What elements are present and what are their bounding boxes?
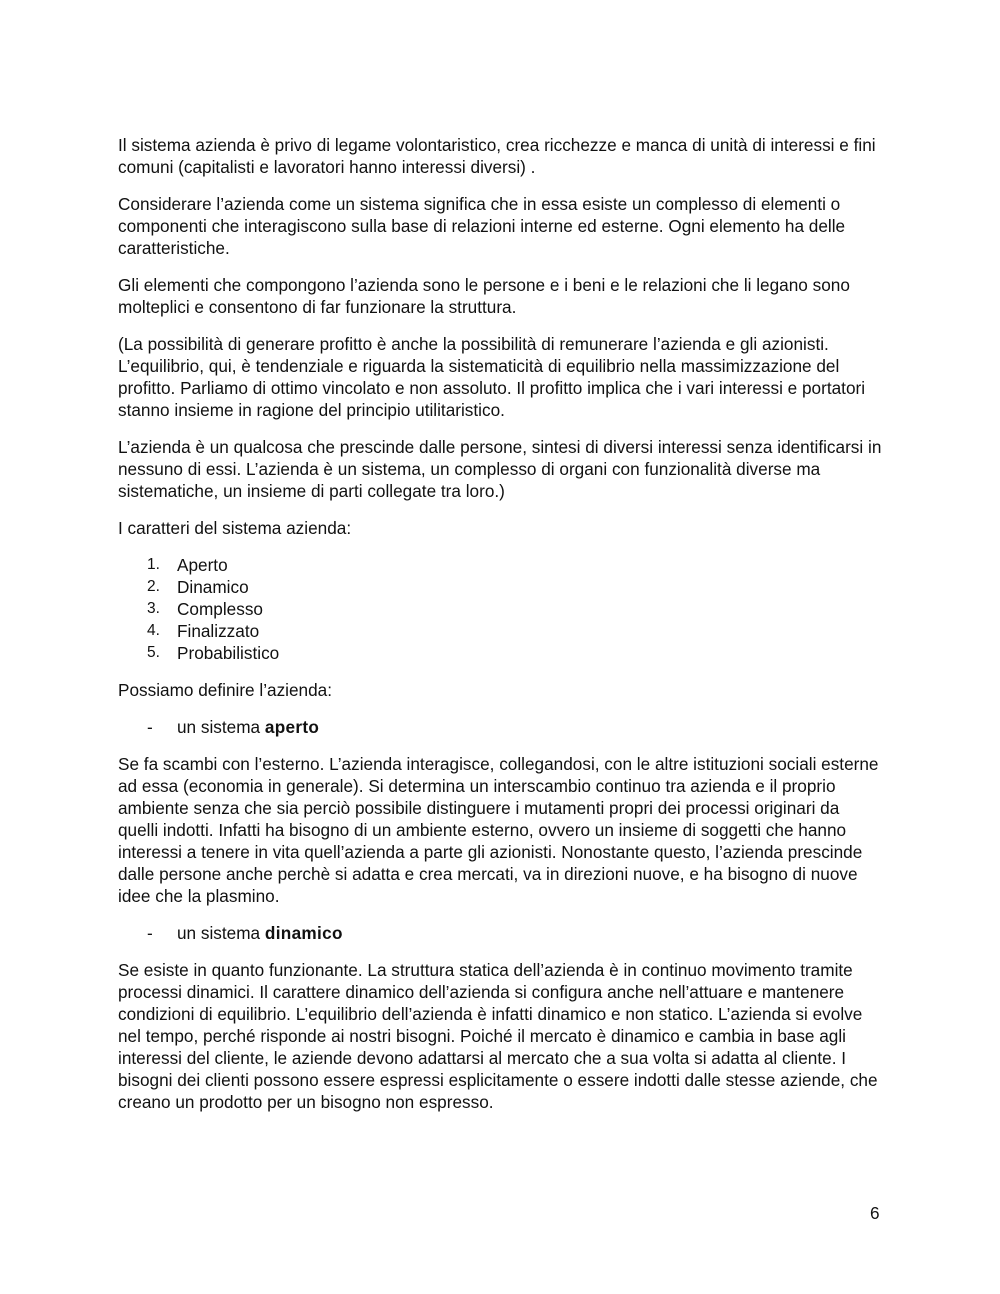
paragraph-sistema-dinamico: Se esiste in quanto funzionante. La struttura statica dell’azienda è in continuo movimento tramite processi dinamici. Il carattere dinamico dell’azienda si configura anche nell’attuare e mantenere condizioni di equilibrio. L’equilibrio dell’azienda è infatti dinamico e non statico. L’azienda si evolve nel tempo, perché risponde ai nostri bisogni. Poiché il mercato è dinamico e cambia in base agli interessi del cliente, le aziende devono adattarsi al mercato che a sua volta si adatta al cliente. I bisogni dei clienti possono essere espressi esplicitamente o essere indotti dalle stesse aziende, che creano un prodotto per un bisogno non espresso. xyxy=(118,960,878,1112)
paragraph-elementi: Gli elementi che compongono l’azienda sono le persone e i beni e le relazioni che li legano sono molteplici e consentono di far funzionare la struttura. xyxy=(118,275,850,317)
list-item xyxy=(118,554,883,576)
paragraph-sistema-aperto: Se fa scambi con l’esterno. L’azienda interagisce, collegandosi, con le altre istituzioni sociali esterne ad essa (economia in generale). Si determina un interscambio continuo tra azienda e il proprio ambiente senza che sia perciò possibile distinguere i mutamenti propri dei processi originari da quelli indotti. Infatti ha bisogno di un ambiente esterno, ovvero un insieme di soggetti che hanno interessi a tenere in vita quell’azienda a parte gli azionisti. Nonostante questo, l’azienda prescinde dalle persone anche perchè si adatta e crea mercati, va in direzioni nuove, e ha bisogno di nuove idee che la plasmino. xyxy=(118,754,879,906)
bullet-keyword: aperto xyxy=(264,717,320,737)
list-item-label: Dinamico xyxy=(177,577,249,597)
paragraph-define-intro: Possiamo definire l’azienda: xyxy=(118,680,333,700)
list-item xyxy=(118,620,883,642)
bullet-keyword: dinamico xyxy=(264,923,343,943)
list-number: 3. xyxy=(147,600,160,617)
list-item-label: Aperto xyxy=(177,555,228,575)
list-item-label: Probabilistico xyxy=(177,643,280,663)
document-body xyxy=(118,134,883,1128)
characters-list xyxy=(118,554,883,664)
list-item-label: Complesso xyxy=(177,599,263,619)
list-item xyxy=(118,598,883,620)
list-item xyxy=(118,576,883,598)
bullet-sistema-dinamico xyxy=(118,922,883,944)
paragraph-azienda-legame: Il sistema azienda è privo di legame volontaristico, crea ricchezze e manca di unità di interessi e fini comuni (capitalisti e lavoratori hanno interessi diversi) . xyxy=(118,135,876,177)
bullet-dash: - xyxy=(147,923,153,943)
bullet-prefix: un sistema xyxy=(177,923,265,943)
list-number: 1. xyxy=(147,556,160,573)
paragraph-caratteri-intro: I caratteri del sistema azienda: xyxy=(118,518,352,538)
list-number: 2. xyxy=(147,578,160,595)
bullet-sistema-aperto xyxy=(118,716,883,738)
paragraph-azienda-persone: L’azienda è un qualcosa che prescinde dalle persone, sintesi di diversi interessi senza identificarsi in nessuno di essi. L’azienda è un sistema, un complesso di organi con funzionalità diverse ma sistematiche, un insieme di parti collegate tra loro.) xyxy=(118,437,882,501)
paragraph-azienda-sistema: Considerare l’azienda come un sistema significa che in essa esiste un complesso di elementi o componenti che interagiscono sulla base di relazioni interne ed esterne. Ogni elemento ha delle caratteristiche. xyxy=(118,194,846,258)
page-number: 6 xyxy=(870,1203,880,1223)
paragraph-profitto: (La possibilità di generare profitto è anche la possibilità di remunerare l’azienda e gli azionisti. L’equilibrio, qui, è tendenziale e riguarda la sistematicità di equilibrio nella massimizzazione del profitto. Parliamo di ottimo vincolato e non assoluto. Il profitto implica che i vari interessi e portatori stanno insieme in ragione del principio utilitaristico. xyxy=(118,334,866,420)
list-item-label: Finalizzato xyxy=(177,621,260,641)
bullet-dash: - xyxy=(147,717,153,737)
list-item xyxy=(118,642,883,664)
list-number: 5. xyxy=(147,644,160,661)
list-number: 4. xyxy=(147,622,160,639)
bullet-prefix: un sistema xyxy=(177,717,265,737)
